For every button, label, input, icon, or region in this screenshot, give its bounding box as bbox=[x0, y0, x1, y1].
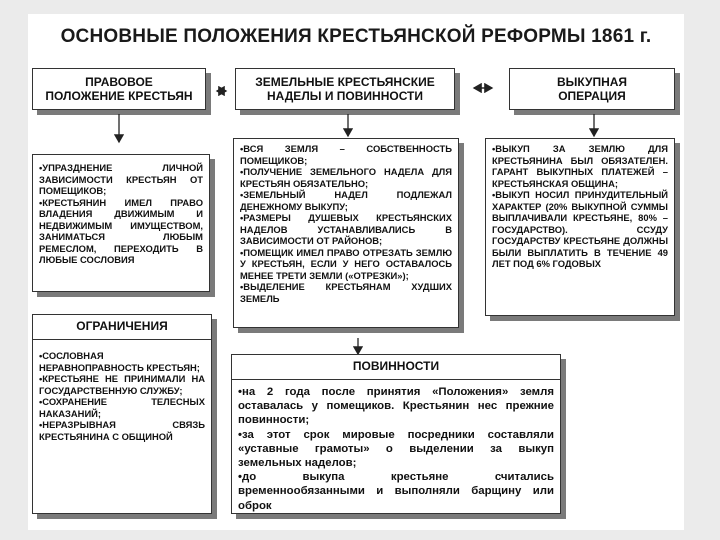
land-item: • ЗЕМЕЛЬНЫЙ НАДЕЛ ПОДЛЕЖАЛ ДЕНЕЖНОМУ ВЫКУПУ; bbox=[240, 189, 452, 212]
restriction-item: • СОХРАНЕНИЕ ТЕЛЕСНЫХ НАКАЗАНИЙ; bbox=[39, 396, 205, 419]
header-land-allotments bbox=[235, 68, 455, 110]
header-legal-line2: ПОЛОЖЕНИЕ КРЕСТЬЯН bbox=[45, 89, 193, 103]
header-redemption bbox=[509, 68, 675, 110]
land-item: • ПОМЕЩИК ИМЕЛ ПРАВО ОТРЕЗАТЬ ЗЕМЛЮ У КРЕСТЬЯН, ЕСЛИ У НЕГО ОСТАВАЛОСЬ МЕНЕЕ ТРЕТИ ЗЕМЛИ («ОТРЕЗКИ»); bbox=[240, 247, 452, 282]
header-legal-line1: ПРАВОВОЕ bbox=[85, 75, 153, 89]
redemption-box bbox=[485, 138, 675, 316]
restrictions-header: ОГРАНИЧЕНИЯ bbox=[33, 315, 211, 340]
redemption-item: • ВЫКУП НОСИЛ ПРИНУДИТЕЛЬНЫЙ ХАРАКТЕР (20% ВЫКУПНОЙ СУММЫ ВЫПЛАЧИВАЛИ КРЕСТЬЯНЕ, 80% – ГОСУДАРСТВО). ССУДУ ГОСУДАРСТВУ КРЕСТЬЯНЕ ДОЛЖНЫ БЫЛИ ВЫПЛАТИТЬ В ТЕЧЕНИЕ 49 ЛЕТ ПОД 6% ГОДОВЫХ bbox=[492, 189, 668, 270]
land-item: • ВЫДЕЛЕНИЕ КРЕСТЬЯНАМ ХУДШИХ ЗЕМЕЛЬ bbox=[240, 281, 452, 304]
land-item: • ПОЛУЧЕНИЕ ЗЕМЕЛЬНОГО НАДЕЛА ДЛЯ КРЕСТЬЯН ОБЯЗАТЕЛЬНО; bbox=[240, 166, 452, 189]
legal-item: • УПРАЗДНЕНИЕ ЛИЧНОЙ ЗАВИСИМОСТИ КРЕСТЬЯН ОТ ПОМЕЩИКОВ; bbox=[39, 162, 203, 197]
land-item: • ВСЯ ЗЕМЛЯ – СОБСТВЕННОСТЬ ПОМЕЩИКОВ; bbox=[240, 143, 452, 166]
legal-item: • КРЕСТЬЯНИН ИМЕЛ ПРАВО ВЛАДЕНИЯ ДВИЖИМЫМ И НЕДВИЖИМЫМ ИМУЩЕСТВОМ, ЗАНИМАТЬСЯ ЛЮБЫМ РЕМЕСЛОМ, ПЕРЕХОДИТЬ В ЛЮБЫЕ СОСЛОВИЯ bbox=[39, 197, 203, 266]
header-land-line1: ЗЕМЕЛЬНЫЕ КРЕСТЬЯНСКИЕ bbox=[255, 75, 435, 89]
duties-box bbox=[231, 354, 561, 514]
slide bbox=[28, 14, 684, 530]
restriction-item: • НЕРАЗРЫВНАЯ СВЯЗЬ КРЕСТЬЯНИНА С ОБЩИНОЙ bbox=[39, 419, 205, 442]
redemption-item: • ВЫКУП ЗА ЗЕМЛЮ ДЛЯ КРЕСТЬЯНИНА БЫЛ ОБЯЗАТЕЛЕН. ГАРАНТ ВЫКУПНЫХ ПЛАТЕЖЕЙ – КРЕСТЬЯНСКАЯ ОБЩИНА; bbox=[492, 143, 668, 189]
restriction-item: • КРЕСТЬЯНЕ НЕ ПРИНИМАЛИ НА ГОСУДАРСТВЕННУЮ СЛУЖБУ; bbox=[39, 373, 205, 396]
restrictions-box bbox=[32, 314, 212, 514]
header-legal-status bbox=[32, 68, 206, 110]
header-redemption-line1: ВЫКУПНАЯ bbox=[556, 75, 628, 89]
land-item: • РАЗМЕРЫ ДУШЕВЫХ КРЕСТЬЯНСКИХ НАДЕЛОВ УСТАНАВЛИВАЛИСЬ В ЗАВИСИМОСТИ ОТ РАЙОНОВ; bbox=[240, 212, 452, 247]
restriction-item: • СОСЛОВНАЯ НЕРАВНОПРАВНОСТЬ КРЕСТЬЯН; bbox=[39, 350, 205, 373]
legal-status-box bbox=[32, 154, 210, 292]
header-land-line2: НАДЕЛЫ И ПОВИННОСТИ bbox=[266, 89, 424, 103]
land-allotments-box bbox=[233, 138, 459, 328]
duty-item: • на 2 года после принятия «Положения» земля оставалась у помещиков. Крестьянин нес прежние повинности; bbox=[238, 385, 554, 428]
header-redemption-line2: ОПЕРАЦИЯ bbox=[558, 89, 626, 103]
page-title: ОСНОВНЫЕ ПОЛОЖЕНИЯ КРЕСТЬЯНСКОЙ РЕФОРМЫ 1861 г. bbox=[60, 26, 652, 47]
duty-item: • до выкупа крестьяне считались временнообязанными и выполняли барщину или оброк bbox=[238, 470, 554, 513]
duties-header: ПОВИННОСТИ bbox=[232, 355, 560, 380]
duty-item: • за этот срок мировые посредники составляли «уставные грамоты» о выделении за выкуп земельных наделов; bbox=[238, 428, 554, 471]
